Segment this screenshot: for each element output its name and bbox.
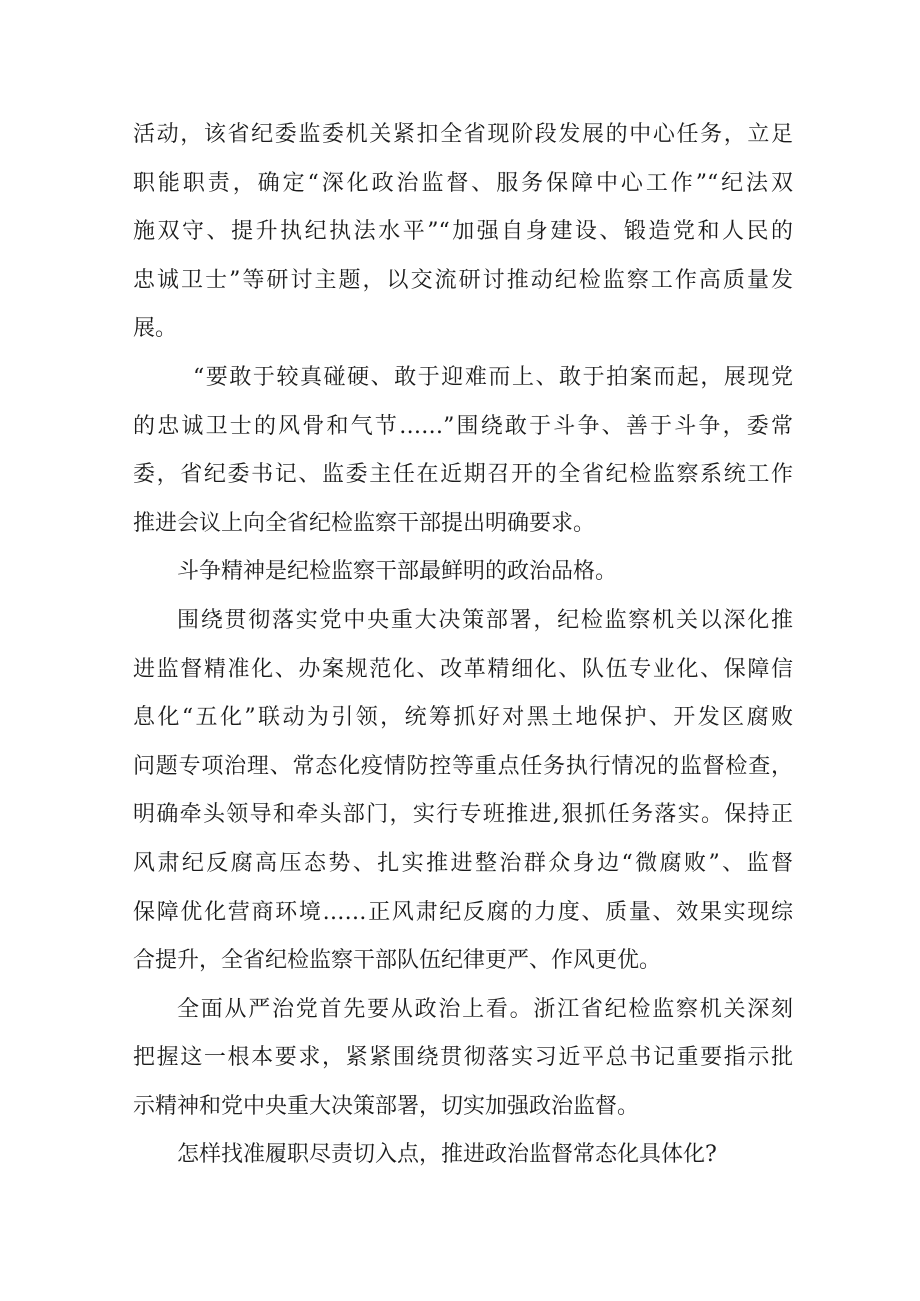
- text-line: 围绕贯彻落实党中央重大决策部署，纪检监察机关以深化推: [177, 607, 793, 633]
- text-line: 忠诚卫士”等研讨主题，以交流研讨推动纪检监察工作高质量发: [133, 267, 793, 293]
- text-line: 进监督精准化、办案规范化、改革精细化、队伍专业化、保障信: [133, 656, 793, 682]
- text-line: 把握这一根本要求，紧紧围绕贯彻落实习近平总书记重要指示批: [133, 1045, 793, 1071]
- document-body: [133, 111, 793, 1180]
- text-line: 示精神和党中央重大决策部署，切实加强政治监督。: [133, 1093, 640, 1119]
- text-line: “要敢于较真碰硬、敢于迎难而上、敢于拍案而起，展现党: [193, 364, 793, 390]
- text-line: 风肃纪反腐高压态势、扎实推进整治群众身边“微腐败”、监督: [133, 850, 793, 876]
- text-line: 保障优化营商环境……正风肃纪反腐的力度、质量、效果实现综: [133, 899, 793, 925]
- text-line: 施双守、提升执纪执法水平”“加强自身建设、锻造党和人民的: [133, 219, 793, 245]
- text-line: 展。: [133, 316, 178, 342]
- text-line: 怎样找准履职尽责切入点，推进政治监督常态化具体化?: [177, 1142, 717, 1168]
- text-line: 明确牵头领导和牵头部门，实行专班推进,狠抓任务落实。保持正: [133, 802, 793, 828]
- text-line: 全面从严治党首先要从政治上看。浙江省纪检监察机关深刻: [177, 996, 793, 1022]
- text-line: 合提升，全省纪检监察干部队伍纪律更严、作风更优。: [133, 948, 662, 974]
- text-line: 的忠诚卫士的风骨和气节……”围绕敢于斗争、善于斗争，委常: [133, 413, 793, 439]
- text-line: 活动，该省纪委监委机关紧扣全省现阶段发展的中心任务，立足: [133, 122, 793, 147]
- text-line: 息化“五化”联动为引领，统筹抓好对黑土地保护、开发区腐败: [133, 705, 793, 731]
- text-line: 问题专项治理、常态化疫情防控等重点任务执行情况的监督检查，: [133, 753, 793, 779]
- text-line: 推进会议上向全省纪检监察干部提出明确要求。: [133, 510, 596, 536]
- text-line: 委，省纪委书记、监委主任在近期召开的全省纪检监察系统工作: [133, 462, 793, 488]
- text-line: 职能职责，确定“深化政治监督、服务保障中心工作”“纪法双: [133, 170, 793, 196]
- text-line: 斗争精神是纪检监察干部最鲜明的政治品格。: [177, 559, 618, 585]
